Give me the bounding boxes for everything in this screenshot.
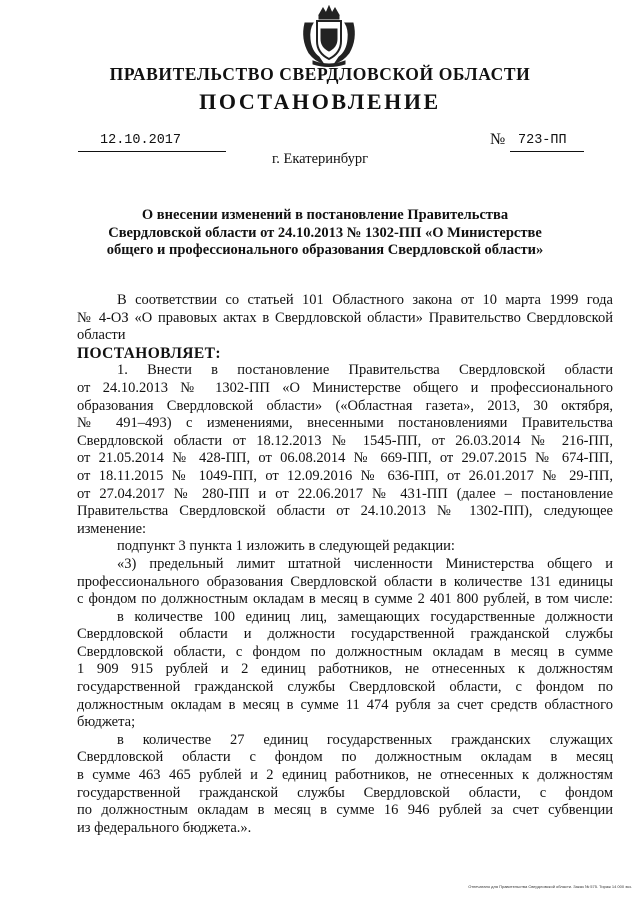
paragraph-5 <box>77 732 613 838</box>
number-label: № <box>490 131 506 148</box>
text-line: в количестве 27 единиц государственных гражданских служащих <box>117 731 613 748</box>
text-line: Свердловской области с фондом по должностным окладам в месяц <box>77 749 613 766</box>
paragraph-1 <box>77 362 613 538</box>
print-note: Отпечатано для Правительства Свердловской области. Заказ № 575. Тираж 14 000 экз. <box>468 884 632 889</box>
text-line: с фондом по должностным окладам в месяц в сумме 2 401 800 рублей, в том числе: <box>77 591 613 608</box>
text-line: в количестве 100 единиц лиц, замещающих государственные должности <box>117 608 613 625</box>
text-line: профессионального образования Свердловской области в количестве 131 единицы <box>77 573 613 590</box>
text-line: от 21.05.2014 № 428-ПП, от 06.08.2014 № 669-ПП, от 29.07.2015 № 674-ПП, <box>77 450 613 467</box>
text-line: «3) предельный лимит штатной численности Министерства общего и <box>117 555 613 572</box>
text-line: области <box>77 327 126 344</box>
text-line: Правительства Свердловской области от 24.10.2013 № 1302-ПП), следующее <box>77 503 613 520</box>
text-line: бюджета; <box>77 714 136 731</box>
government-title: ПРАВИТЕЛЬСТВО СВЕРДЛОВСКОЙ ОБЛАСТИ <box>109 64 531 84</box>
document-number: 723-ПП <box>518 133 567 148</box>
text-line: Свердловской области и должности государственной гражданской службы <box>77 626 613 643</box>
city: г. Екатеринбург <box>271 151 369 167</box>
text-line: Свердловской области, с фондом по должностным окладам в месяц в сумме <box>77 643 613 660</box>
text-line: подпункт 3 пункта 1 изложить в следующей редакции: <box>117 538 455 555</box>
date-field <box>78 133 226 152</box>
text-line: из федерального бюджета.». <box>77 819 252 836</box>
text-line: № 4-ОЗ «О правовых актах в Свердловской области» Правительство Свердловской <box>77 309 613 326</box>
sverdlovsk-coat-of-arms-icon <box>297 5 361 67</box>
document-body <box>77 292 613 837</box>
text-line: 1 909 915 рублей и 2 единиц работников, не отнесенных к должностям <box>77 661 613 678</box>
paragraph-2 <box>77 538 613 556</box>
paragraph-4 <box>77 609 613 732</box>
text-line: государственной гражданской службы Свердловской области, с фондом <box>77 784 613 801</box>
document-date: 12.10.2017 <box>100 133 182 148</box>
subject-line: О внесении изменений в постановление Правительства <box>141 207 509 223</box>
resolves-word: ПОСТАНОВЛЯЕТ: <box>77 344 221 362</box>
text-line: по должностным окладам в месяц в сумме 16 946 рублей за счет субвенции <box>77 802 613 819</box>
text-line: Свердловской области от 18.12.2013 № 1545-ПП, от 26.03.2014 № 216-ПП, <box>77 432 613 449</box>
subject-line: Свердловской области от 24.10.2013 № 1302-ПП «О Министерстве <box>108 224 542 241</box>
text-line: 1. Внести в постановление Правительства Свердловской области <box>117 362 613 379</box>
document-kind-title: ПОСТАНОВЛЕНИЕ <box>199 89 441 114</box>
text-line: В соответствии со статьей 101 Областного закона от 10 марта 1999 года <box>117 292 613 308</box>
text-line: № 491–493) с изменениями, внесенными постановлениями Правительства <box>77 415 613 432</box>
text-line: от 24.10.2013 № 1302-ПП «О Министерстве общего и профессионального <box>77 379 613 396</box>
number-field <box>510 133 584 152</box>
text-line: от 27.04.2017 № 280-ПП и от 22.06.2017 № 431-ПП (далее – постановление <box>77 485 613 502</box>
text-line: государственной гражданской службы Свердловской области, с фондом по <box>77 679 613 696</box>
preamble <box>77 292 613 345</box>
subject-line: общего и профессионального образования Свердловской области» <box>106 242 544 258</box>
text-line: изменение: <box>77 520 147 537</box>
text-line: от 18.11.2015 № 1049-ПП, от 12.09.2016 № 636-ПП, от 26.01.2017 № 29-ПП, <box>77 467 613 484</box>
text-line: в сумме 463 465 рублей и 2 единиц работников, не отнесенных к должностям <box>77 767 613 784</box>
resolves-heading <box>77 345 613 363</box>
document-subject <box>90 207 560 260</box>
paragraph-3 <box>77 556 613 609</box>
text-line: должностным окладам в месяц в сумме 11 474 рубля за счет средств областного <box>77 696 613 713</box>
text-line: образования Свердловской области» («Областная газета», 2013, 30 октября, <box>77 397 613 414</box>
